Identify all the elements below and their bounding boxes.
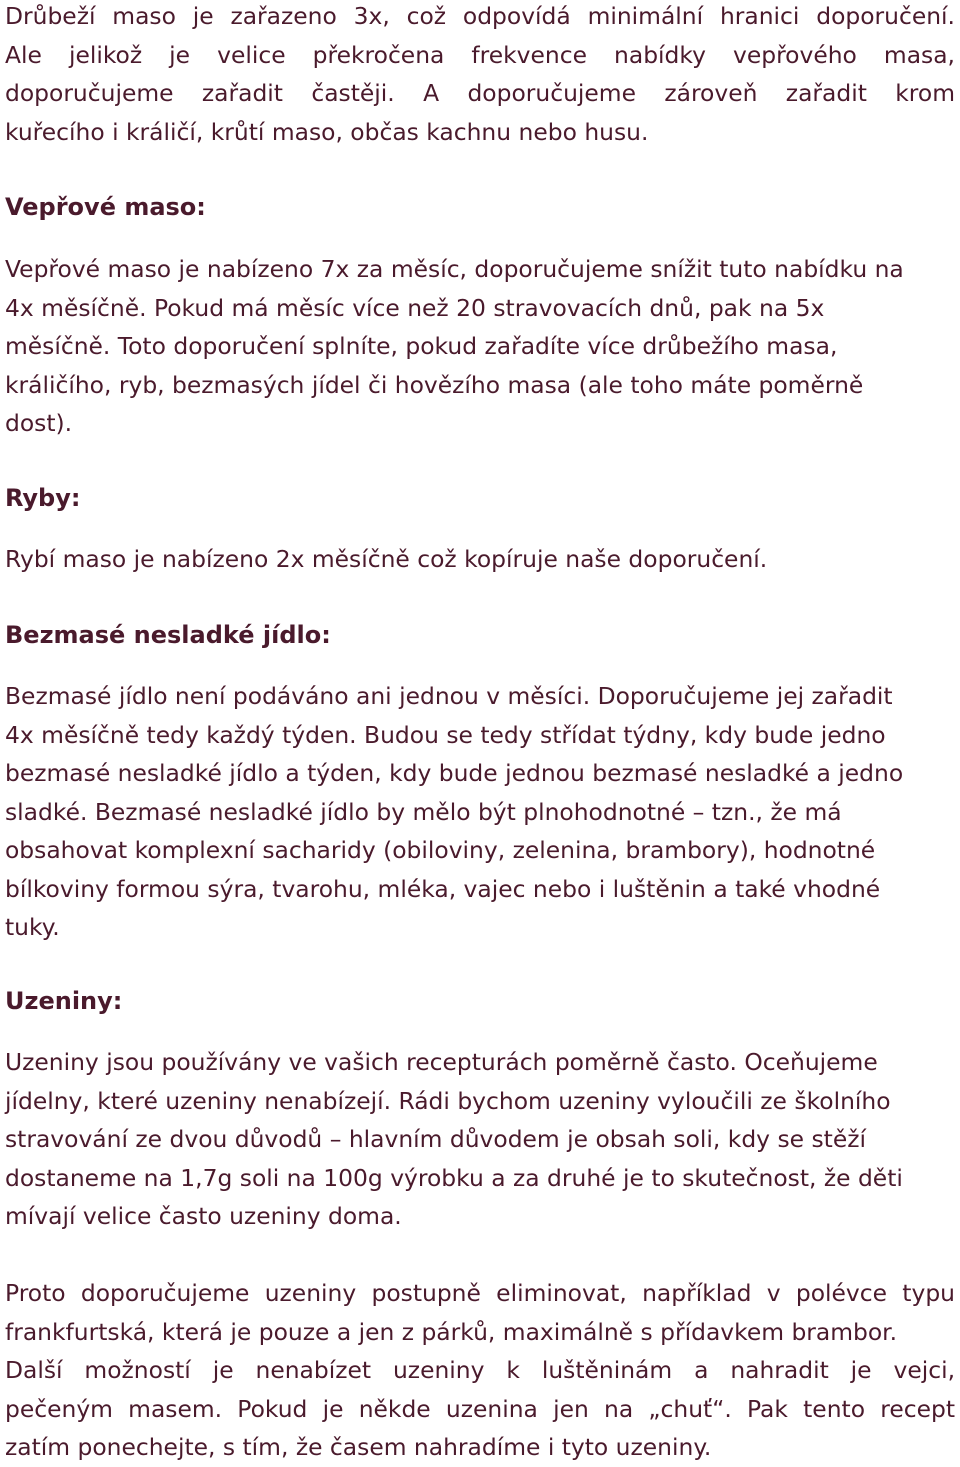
text-line: obsahovat komplexní sacharidy (obiloviny, zelenina, brambory), hodnotné (5, 836, 876, 864)
text-line: Vepřové maso je nabízeno 7x za měsíc, doporučujeme snížit tuto nabídku na (5, 255, 904, 283)
text-line: Rybí maso je nabízeno 2x měsíčně což kopíruje naše doporučení. (5, 545, 768, 573)
text-line: měsíčně. Toto doporučení splníte, pokud zařadíte více drůbežího masa, (5, 332, 838, 360)
text-line: Další možností je nenabízet uzeniny k luštěninám a nahradit je vejci, (5, 1356, 955, 1384)
sausages-paragraph-2 (5, 1274, 955, 1467)
text-line: sladké. Bezmasé nesladké jídlo by mělo být plnohodnotné – tzn., že má (5, 797, 842, 826)
intro-paragraph (5, 0, 955, 151)
text-line: pečeným masem. Pokud je někde uzenina jen na „chuť“. Pak tento recept (5, 1394, 955, 1423)
text-line: bílkoviny formou sýra, tvarohu, mléka, vajec nebo i luštěnin a také vhodné (5, 874, 881, 903)
text-line: králičího, ryb, bezmasých jídel či hovězího masa (ale toho máte poměrně (5, 370, 864, 399)
text-line: Ale jelikož je velice překročena frekvence nabídky vepřového masa, (5, 40, 955, 69)
section-heading: Vepřové maso: (5, 193, 206, 221)
text-line: kuřecího i králičí, krůtí maso, občas kachnu nebo husu. (5, 117, 649, 146)
fish-paragraph (5, 540, 955, 579)
text-line: Proto doporučujeme uzeniny postupně eliminovat, například v polévce typu (5, 1279, 955, 1307)
section-heading: Uzeniny: (5, 987, 123, 1015)
section-heading-sausages (5, 982, 955, 1021)
text-line: Drůbeží maso je zařazeno 3x, což odpovídá minimální hranici doporučení. (5, 2, 955, 30)
text-line: Bezmasé jídlo není podáváno ani jednou v měsíci. Doporučujeme jej zařadit (5, 682, 893, 710)
text-line: Uzeniny jsou používány ve vašich recepturách poměrně často. Oceňujeme (5, 1048, 878, 1076)
section-heading-meatless (5, 616, 955, 655)
text-line: mívají velice často uzeniny doma. (5, 1202, 402, 1230)
text-line: zatím ponechejte, s tím, že časem nahradíme i tyto uzeniny. (5, 1433, 712, 1461)
text-line: doporučujeme zařadit častěji. A doporučujeme zároveň zařadit krom (5, 79, 955, 107)
text-line: bezmasé nesladké jídlo a týden, kdy bude jednou bezmasé nesladké a jedno (5, 759, 904, 787)
sausages-paragraph-1 (5, 1043, 955, 1236)
text-line: dostaneme na 1,7g soli na 100g výrobku a za druhé je to skutečnost, že děti (5, 1163, 903, 1192)
section-heading: Bezmasé nesladké jídlo: (5, 621, 331, 649)
text-line: stravování ze dvou důvodů – hlavním důvodem je obsah soli, kdy se stěží (5, 1125, 866, 1153)
section-heading: Ryby: (5, 484, 81, 512)
text-line: frankfurtská, která je pouze a jen z párků, maximálně s přídavkem brambor. (5, 1317, 898, 1346)
text-line: dost). (5, 409, 73, 437)
meatless-paragraph (5, 677, 955, 947)
section-heading-pork (5, 188, 955, 227)
text-line: jídelny, které uzeniny nenabízejí. Rádi bychom uzeniny vyloučili ze školního (5, 1086, 891, 1115)
text-line: tuky. (5, 913, 60, 941)
text-line: 4x měsíčně. Pokud má měsíc více než 20 stravovacích dnů, pak na 5x (5, 293, 825, 322)
section-heading-fish (5, 479, 955, 518)
pork-paragraph (5, 250, 955, 443)
text-line: 4x měsíčně tedy každý týden. Budou se tedy střídat týdny, kdy bude jedno (5, 720, 886, 749)
